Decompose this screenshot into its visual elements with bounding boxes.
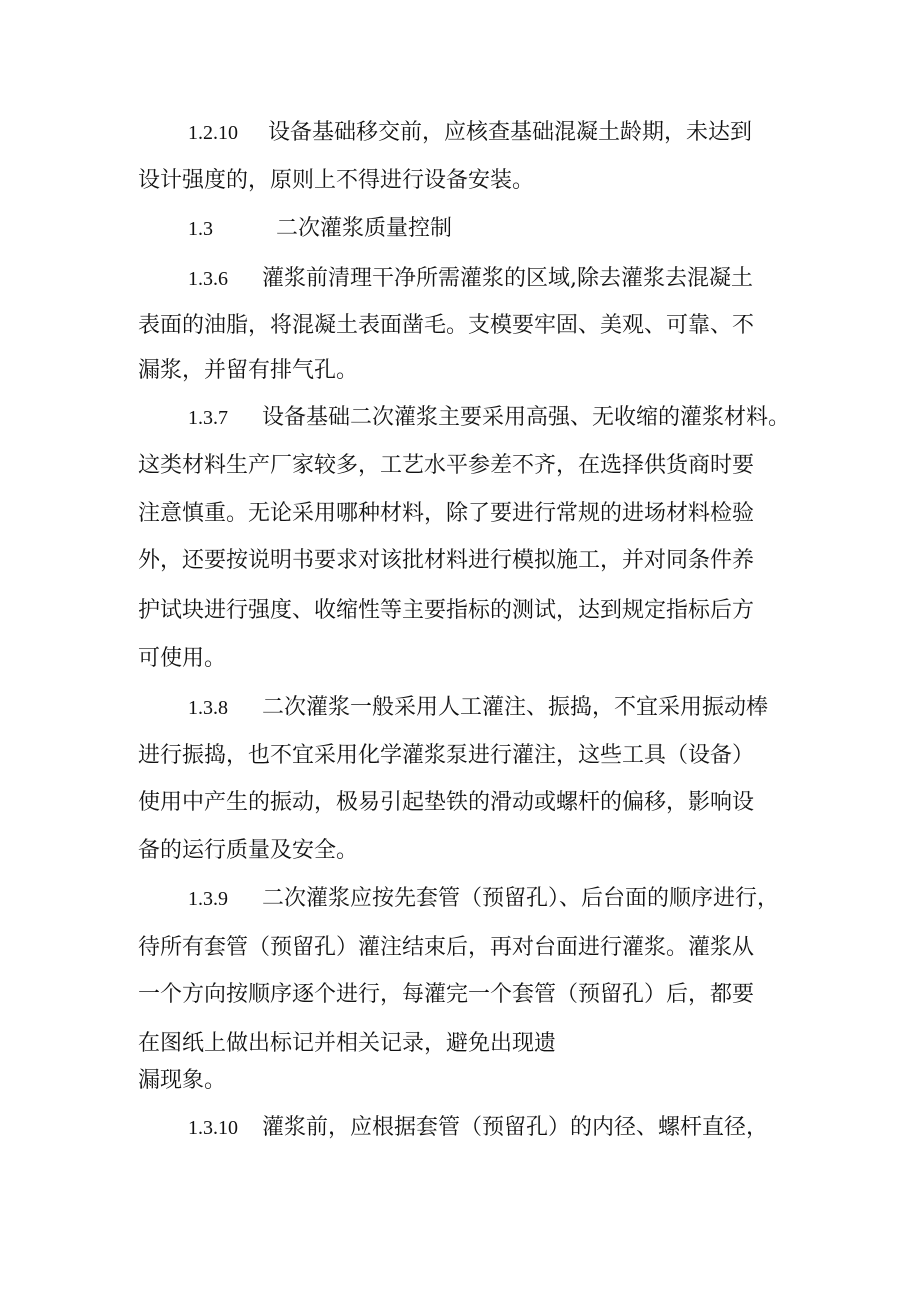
paragraph-text: 外，还要按说明书要求对该批材料进行模拟施工，并对同条件养 xyxy=(138,548,755,573)
paragraph-1-3-8-line-3 xyxy=(138,788,808,818)
paragraph-text: 护试块进行强度、收缩性等主要指标的测试，达到规定指标后方 xyxy=(138,598,755,623)
section-number: 1.3.7 xyxy=(188,407,228,429)
paragraph-1-3-7-line-6 xyxy=(138,644,808,674)
paragraph-1-2-10-line-1 xyxy=(138,118,858,148)
paragraph-text: 二次灌浆应按先套管（预留孔）、后台面的顺序进行， xyxy=(262,886,780,911)
paragraph-text: 使用中产生的振动，极易引起垫铁的滑动或螺杆的偏移，影响设 xyxy=(138,790,755,815)
paragraph-1-3-7-line-5 xyxy=(138,596,808,626)
section-number: 1.3.6 xyxy=(188,268,228,290)
paragraph-text: 可使用。 xyxy=(138,646,227,671)
paragraph-text: 设备基础移交前，应核查基础混凝土龄期，未达到 xyxy=(268,120,753,145)
paragraph-text: 待所有套管（预留孔）灌注结束后，再对台面进行灌浆。灌浆从 xyxy=(138,935,755,960)
paragraph-1-3-9-line-3 xyxy=(138,980,808,1010)
paragraph-text: 设备基础二次灌浆主要采用高强、无收缩的灌浆材料。 xyxy=(262,405,791,430)
paragraph-text: 表面的油脂，将混凝土表面凿毛。支模要牢固、美观、可靠、不 xyxy=(138,313,755,338)
paragraph-1-3-7-line-1 xyxy=(138,403,858,433)
paragraph-text: 二次灌浆一般采用人工灌注、振捣，不宜采用振动棒 xyxy=(262,695,769,720)
paragraph-text: 进行振捣，也不宜采用化学灌浆泵进行灌注，这些工具（设备） xyxy=(138,743,755,768)
paragraph-1-3-8-line-1 xyxy=(138,693,858,723)
paragraph-1-3-7-line-2 xyxy=(138,451,808,481)
paragraph-1-3-8-line-2 xyxy=(138,741,808,771)
paragraph-1-3-7-line-4 xyxy=(138,546,808,576)
section-number: 1.3.9 xyxy=(188,888,228,910)
paragraph-1-3-9-line-2 xyxy=(138,933,808,963)
paragraph-text: 灌浆前，应根据套管（预留孔）的内径、螺杆直径， xyxy=(262,1115,769,1140)
paragraph-1-3-8-line-4 xyxy=(138,836,808,866)
paragraph-text: 这类材料生产厂家较多，工艺水平参差不齐，在选择供货商时要 xyxy=(138,453,755,478)
paragraph-1-3-6-line-2 xyxy=(138,311,808,341)
paragraph-text: 漏浆，并留有排气孔。 xyxy=(138,358,359,383)
paragraph-1-3-6-line-3 xyxy=(138,356,808,386)
section-number: 1.3 xyxy=(188,218,213,240)
paragraph-1-3-6-line-1 xyxy=(138,264,858,294)
paragraph-text: 注意慎重。无论采用哪种材料，除了要进行常规的进场材料检验 xyxy=(138,501,755,526)
paragraph-text: 设计强度的，原则上不得进行设备安装。 xyxy=(138,168,535,193)
paragraph-text: 在图纸上做出标记并相关记录，避免出现遗 xyxy=(138,1031,557,1056)
paragraph-1-3-9-line-5 xyxy=(138,1066,808,1096)
paragraph-1-3-9-line-4 xyxy=(138,1029,808,1059)
section-title: 二次灌浆质量控制 xyxy=(276,216,453,241)
section-number: 1.3.10 xyxy=(188,1117,238,1139)
section-heading-1-3 xyxy=(138,214,858,244)
paragraph-text: 漏现象。 xyxy=(138,1068,227,1093)
paragraph-1-3-10-line-1 xyxy=(138,1113,858,1143)
section-number: 1.3.8 xyxy=(188,697,228,719)
paragraph-text: 备的运行质量及安全。 xyxy=(138,838,359,863)
paragraph-1-3-9-line-1 xyxy=(138,884,858,914)
paragraph-1-2-10-line-2 xyxy=(138,166,808,196)
paragraph-1-3-7-line-3 xyxy=(138,499,808,529)
paragraph-text: 一个方向按顺序逐个进行，每灌完一个套管（预留孔）后，都要 xyxy=(138,982,755,1007)
paragraph-text: 灌浆前清理干净所需灌浆的区域,除去灌浆去混凝土 xyxy=(262,266,753,291)
section-number: 1.2.10 xyxy=(188,122,238,144)
